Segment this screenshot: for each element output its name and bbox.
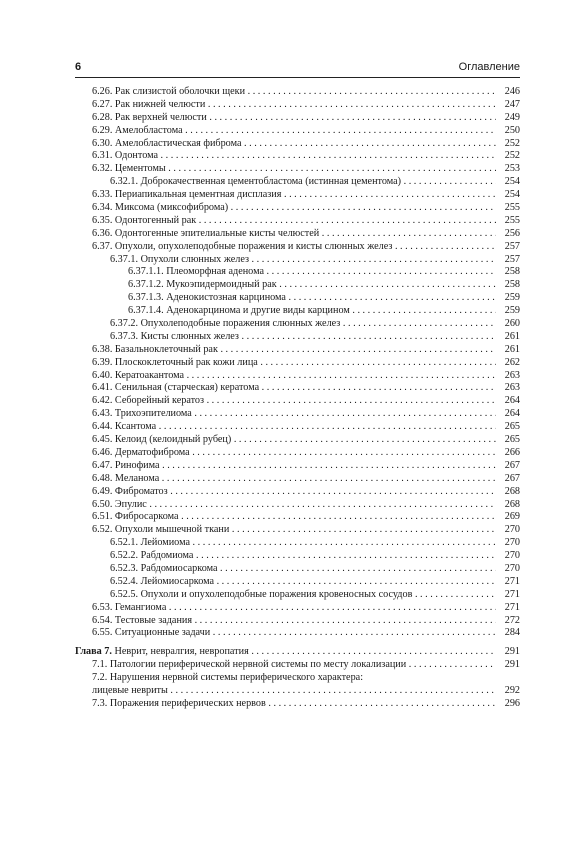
toc-page-number: 260 — [504, 318, 520, 330]
toc-entry-label — [75, 305, 496, 318]
toc-entry-text: 6.29. Амелобластома — [92, 124, 183, 136]
toc-entry-text: 6.55. Ситуационные задачи — [92, 627, 211, 639]
toc-entry — [75, 163, 520, 176]
toc-entry-text: 6.37.1. Опухоли слюнных желез — [110, 253, 249, 265]
toc-entry-label — [75, 460, 496, 473]
toc-entry — [75, 395, 520, 408]
toc-entry-text: 6.26. Рак слизистой оболочки щеки — [92, 86, 246, 97]
toc-entry — [75, 266, 520, 279]
toc-entry-label — [75, 382, 496, 395]
toc-entry-text: 6.37.1.2. Мукоэпидермоидный рак — [128, 279, 277, 291]
toc-page-number: 264 — [504, 408, 520, 420]
toc-entry-label — [75, 576, 496, 589]
toc-entry-text: 6.41. Сенильная (старческая) кератома — [92, 382, 260, 394]
toc-entry-label — [75, 434, 496, 447]
toc-entry — [75, 499, 520, 512]
toc-entry-label — [75, 125, 496, 138]
toc-entry-label — [75, 138, 496, 151]
toc-page-number: 265 — [504, 434, 520, 446]
toc-entry — [75, 254, 520, 267]
toc-entry-label — [75, 344, 496, 357]
toc-entry-text: 6.28. Рак верхней челюсти — [92, 111, 207, 123]
toc-entry-label — [75, 150, 496, 163]
toc-entry — [75, 370, 520, 383]
toc-entry — [75, 189, 520, 202]
toc-entry — [75, 279, 520, 292]
toc-entry-text: 6.34. Миксома (миксофиброма) — [92, 202, 229, 214]
toc-entry-text: 6.52.4. Лейомиосаркома — [110, 575, 215, 587]
toc-entry-text: 7.2. Нарушения нервной системы периферического характера: — [92, 672, 364, 684]
toc-page-number: 292 — [504, 684, 520, 696]
toc-entry — [75, 99, 520, 112]
toc-entry-text: 6.54. Тестовые задания — [92, 614, 193, 626]
toc-entry-label — [75, 473, 496, 486]
toc-page-number: 254 — [504, 189, 520, 201]
toc-entry-label — [75, 486, 496, 499]
toc-page-number: 259 — [504, 292, 520, 304]
toc-entry-label — [75, 685, 496, 698]
toc-entry-text: 6.35. Одонтогенный рак — [92, 214, 197, 226]
page-header — [75, 59, 520, 78]
toc-entry — [75, 215, 520, 228]
toc-entry-text: 7.3. Поражения периферических нервов — [92, 697, 266, 709]
toc-entry-label — [75, 189, 496, 202]
toc-entry-text: 6.52. Опухоли мышечной ткани — [92, 524, 230, 536]
toc-entry-label — [75, 615, 496, 628]
toc-entry-label — [75, 163, 496, 176]
toc-entry-label — [75, 659, 496, 672]
toc-page-number: 262 — [504, 356, 520, 368]
toc-page-number: 249 — [504, 111, 520, 123]
toc-entry-text: 6.48. Меланома — [92, 472, 160, 484]
toc-entry-label — [75, 602, 496, 615]
page-number: 6 — [75, 61, 82, 73]
toc-entry-text: 6.27. Рак нижней челюсти — [92, 98, 206, 110]
toc-entry — [75, 382, 520, 395]
running-title: Оглавление — [458, 61, 520, 73]
toc-page-number: 271 — [504, 575, 520, 587]
toc-page-number: 291 — [504, 659, 520, 671]
toc-page-number: 291 — [504, 646, 520, 658]
toc-entry-text: 6.52.5. Опухоли и опухолеподобные поражения кровеносных сосудов — [110, 588, 413, 600]
toc-entry-label — [75, 176, 496, 189]
toc-page-number: 267 — [504, 472, 520, 484]
toc-entry — [75, 563, 520, 576]
toc-page-number: 270 — [504, 550, 520, 562]
toc-entry — [75, 698, 520, 711]
toc-entry — [75, 331, 520, 344]
toc-entry-text: 6.49. Фиброматоз — [92, 485, 168, 497]
toc-entry-label — [75, 241, 496, 254]
toc-page-number: 284 — [504, 627, 520, 639]
toc-entry — [75, 550, 520, 563]
toc-entry — [75, 228, 520, 241]
toc-page-number: 258 — [504, 279, 520, 291]
toc-entry-label — [75, 698, 496, 711]
toc-page-number: 271 — [504, 601, 520, 613]
toc-entry-text: 6.39. Плоскоклеточный рак кожи лица — [92, 356, 258, 368]
toc-entry-label — [75, 112, 496, 125]
toc-page-number: 246 — [504, 86, 520, 97]
toc-entry-text: 6.36. Одонтогенные эпителиальные кисты челюстей — [92, 227, 320, 239]
toc-entry — [75, 473, 520, 486]
toc-page-number: 255 — [504, 202, 520, 214]
toc-entry — [75, 408, 520, 421]
toc-entry-text: 6.42. Себорейный кератоз — [92, 395, 205, 407]
toc-page-number: 266 — [504, 446, 520, 458]
toc-entry-label — [75, 370, 496, 383]
toc-entry-label — [75, 395, 496, 408]
toc-entry-text: 6.32.1. Доброкачественная цементобластома (истинная цементома) — [110, 176, 402, 188]
toc-entry — [75, 150, 520, 163]
toc-page-number: 258 — [504, 266, 520, 278]
toc-entry-label — [75, 86, 496, 99]
toc-page-number: 254 — [504, 176, 520, 188]
toc-entry-label — [75, 563, 496, 576]
toc-entry-label — [75, 524, 496, 537]
toc-entry-text: 6.37.1.4. Аденокарцинома и другие виды карцином — [128, 305, 350, 317]
toc-entry — [75, 176, 520, 189]
toc-entry-text: 6.40. Кератоакантома — [92, 369, 185, 381]
chapter-title: Неврит, невралгия, невропатия — [114, 646, 249, 658]
toc-entry — [75, 537, 520, 550]
toc-page-number: 271 — [504, 588, 520, 600]
toc-entry-text: 6.37.2. Опухолеподобные поражения слюнных желез — [110, 318, 341, 330]
toc-entry-text: 6.52.1. Лейомиома — [110, 537, 190, 549]
toc-entry-text: 6.45. Келоид (келоидный рубец) — [92, 434, 232, 446]
toc-entry-label — [75, 357, 496, 370]
toc-entry-text: 6.37.3. Кисты слюнных желез — [110, 330, 239, 342]
toc-entry — [75, 685, 520, 698]
toc-entry — [75, 138, 520, 151]
toc-page-number: 272 — [504, 614, 520, 626]
toc-entry — [75, 576, 520, 589]
toc-entry-text: 6.32. Цементомы — [92, 163, 166, 175]
toc-page-number: 296 — [504, 697, 520, 709]
chapter-number: Глава 7. — [75, 646, 115, 658]
toc-page-number: 263 — [504, 382, 520, 394]
toc-entry-label — [75, 215, 496, 228]
toc-entry-text: 6.50. Эпулис — [92, 498, 147, 510]
toc-entry — [75, 202, 520, 215]
chapter-heading-label — [75, 646, 496, 659]
toc-entry-label — [75, 421, 496, 434]
toc-page-number: 261 — [504, 343, 520, 355]
toc-page-number: 255 — [504, 214, 520, 226]
toc-entry — [75, 447, 520, 460]
toc-entry — [75, 615, 520, 628]
toc-entry — [75, 305, 520, 318]
toc-entry-label — [75, 266, 496, 279]
toc-entry-label — [75, 627, 496, 640]
toc-entry-text: 6.31. Одонтома — [92, 150, 158, 162]
toc-entry — [75, 125, 520, 138]
toc-entry — [75, 672, 520, 685]
toc-page-number: 252 — [504, 137, 520, 149]
toc-entry — [75, 112, 520, 125]
toc-page-number: 263 — [504, 369, 520, 381]
toc-page-number: 270 — [504, 562, 520, 574]
toc-entry — [75, 460, 520, 473]
toc-entry-label — [75, 550, 496, 563]
toc-entry — [75, 434, 520, 447]
toc-page-number: 267 — [504, 459, 520, 471]
toc-entry-label — [75, 228, 496, 241]
toc-entry-text: 6.37.1.1. Плеоморфная аденома — [128, 266, 264, 278]
toc-page-number: 265 — [504, 421, 520, 433]
toc-entry-label — [75, 511, 496, 524]
toc-entry-text: 6.52.2. Рабдомиома — [110, 550, 194, 562]
toc-entry-label — [75, 99, 496, 112]
toc-entry — [75, 659, 520, 672]
toc-entry — [75, 602, 520, 615]
toc-entry-text: 6.51. Фибросаркома — [92, 511, 179, 523]
toc-page-number: 247 — [504, 98, 520, 110]
chapter-heading — [75, 646, 520, 659]
toc-entry-label — [75, 202, 496, 215]
toc-page-number: 264 — [504, 395, 520, 407]
toc-page-number: 270 — [504, 537, 520, 549]
toc-entry — [75, 627, 520, 640]
toc-entry — [75, 524, 520, 537]
toc-page-number: 269 — [504, 511, 520, 523]
toc-entry-text: 6.44. Ксантома — [92, 421, 157, 433]
toc-entry-text: 6.37.1.3. Аденокистозная карцинома — [128, 292, 286, 304]
toc-entry-label — [75, 279, 496, 292]
toc-entry-label — [75, 254, 496, 267]
toc-entry-label — [75, 408, 496, 421]
toc-page-number: 268 — [504, 485, 520, 497]
toc-entry-text: лицевые невриты — [92, 684, 168, 696]
toc-entry-text: 6.47. Ринофима — [92, 459, 160, 471]
toc-entry-text: 6.53. Гемангиома — [92, 601, 167, 613]
toc-entry — [75, 86, 520, 99]
toc-entry-text: 6.38. Базальноклеточный рак — [92, 343, 218, 355]
toc-entry-label — [75, 537, 496, 550]
toc-entry-text: 6.46. Дерматофиброма — [92, 446, 190, 458]
toc-entry — [75, 241, 520, 254]
toc-entry — [75, 318, 520, 331]
toc-entry — [75, 357, 520, 370]
toc-entry-label — [75, 318, 496, 331]
toc-entry — [75, 511, 520, 524]
toc-entry-text: 6.30. Амелобластическая фиброма — [92, 137, 242, 149]
toc-entry-label — [75, 589, 496, 602]
toc-entry-text: 6.33. Периапикальная цементная дисплазия — [92, 189, 282, 201]
toc-entry-label — [75, 447, 496, 460]
toc-page-number: 257 — [504, 253, 520, 265]
toc-entry-label — [75, 499, 496, 512]
toc-entry-label — [75, 331, 496, 344]
toc-entry-text: 7.1. Патологии периферической нервной системы по месту локализации — [92, 659, 407, 671]
toc-entry — [75, 292, 520, 305]
toc-entry-label — [75, 672, 496, 685]
toc-page-number: 252 — [504, 150, 520, 162]
toc-page-number: 268 — [504, 498, 520, 510]
toc-entry — [75, 486, 520, 499]
toc-entry — [75, 589, 520, 602]
toc-entry-label — [75, 292, 496, 305]
toc-page-number: 259 — [504, 305, 520, 317]
toc-page-number: 250 — [504, 124, 520, 136]
toc-entry-text: 6.43. Трихоэпителиома — [92, 408, 192, 420]
toc-page-number: 256 — [504, 227, 520, 239]
toc-page-number: 257 — [504, 240, 520, 252]
toc-entry — [75, 344, 520, 357]
toc-entry-text: 6.37. Опухоли, опухолеподобные поражения и кисты слюнных желез — [92, 240, 393, 252]
toc-page-number: 270 — [504, 524, 520, 536]
toc-page-number: 261 — [504, 330, 520, 342]
table-of-contents — [75, 86, 520, 711]
toc-entry — [75, 421, 520, 434]
toc-entry-text: 6.52.3. Рабдомиосаркома — [110, 562, 218, 574]
toc-page-number: 253 — [504, 163, 520, 175]
